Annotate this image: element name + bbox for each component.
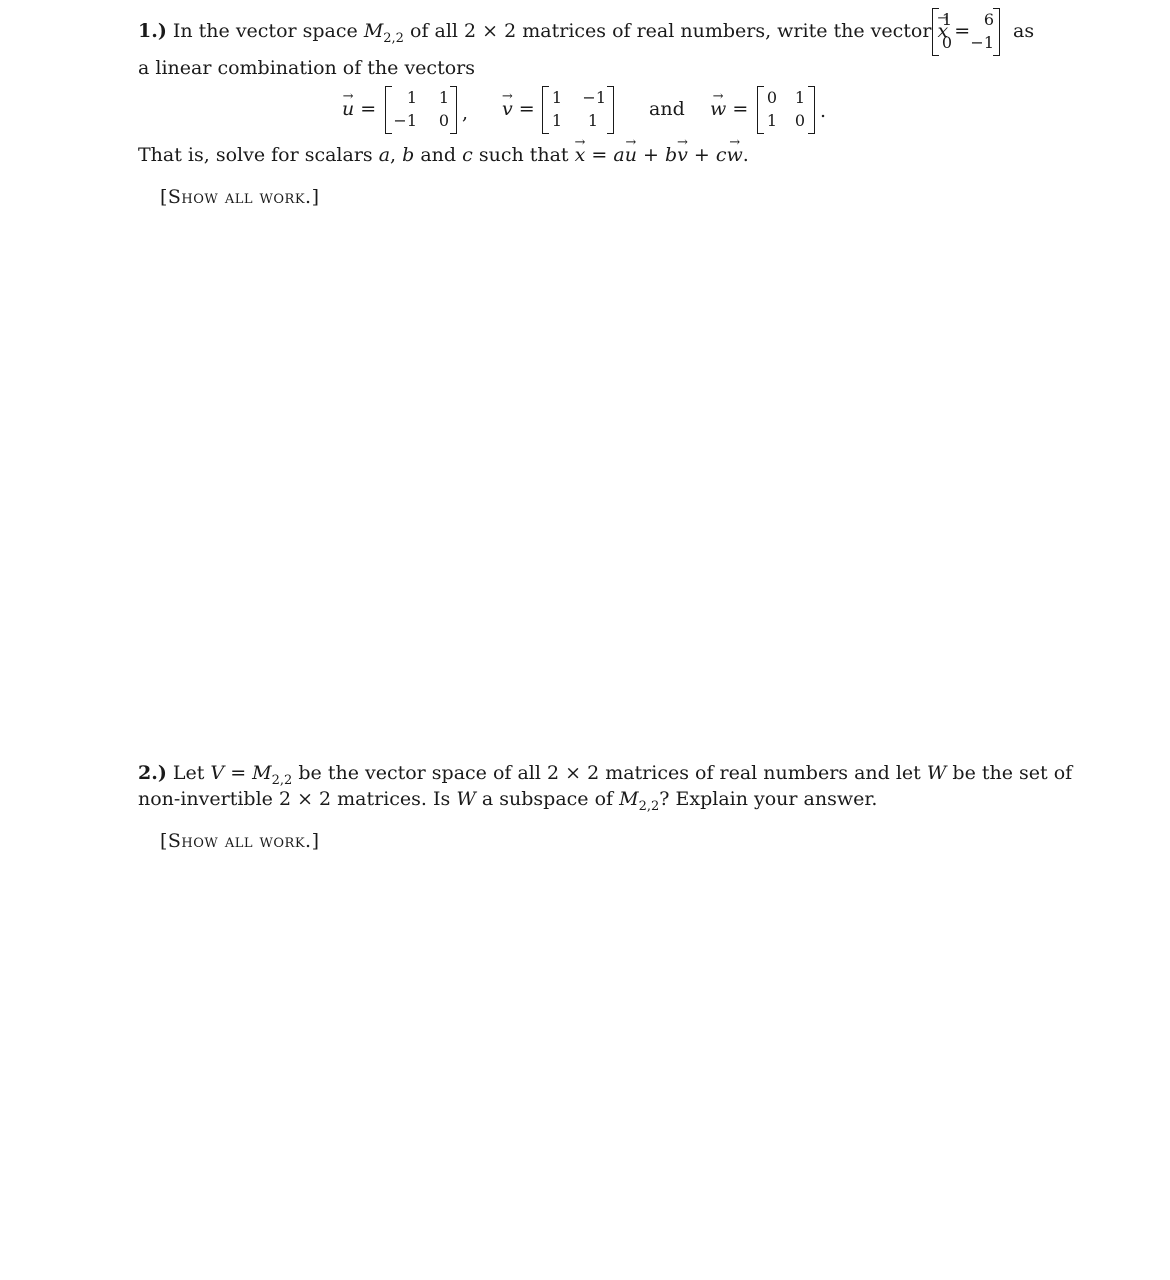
matrix-cell: −1	[970, 33, 994, 52]
plus-sign: +	[642, 144, 659, 166]
equals-sign: =	[732, 98, 749, 120]
math-symbol: M	[252, 762, 272, 784]
matrix-cell: 1	[587, 111, 598, 130]
problem-1-as: as	[1013, 20, 1035, 42]
scalar-b: b	[402, 144, 415, 166]
problem-1-statement-line-2: a linear combination of the vectors	[138, 57, 475, 79]
scalar-b: b	[664, 144, 678, 166]
comma: ,	[462, 102, 469, 124]
equals-sign: =	[360, 98, 377, 120]
scalar-c: c	[462, 144, 473, 166]
vector-v-symbol: → v	[502, 96, 513, 122]
comma: ,	[390, 144, 397, 166]
math-symbol-V: V	[210, 762, 225, 784]
problem-1-text: and	[420, 144, 457, 166]
problem-1-statement-line-1	[138, 18, 970, 52]
problem-2-text: be the set of	[952, 762, 1073, 784]
matrix-cell: 0	[941, 33, 952, 52]
problem-1-text: That is, solve for scalars	[138, 144, 373, 166]
plus-sign: +	[693, 144, 710, 166]
problem-1-text: such that	[478, 144, 569, 166]
matrix-cell: 6	[983, 10, 994, 29]
period: .	[742, 144, 749, 166]
vector-w-symbol: → w	[727, 142, 743, 168]
matrix-v	[542, 86, 614, 134]
matrix-u	[385, 86, 457, 134]
problem-2-text: Let	[172, 762, 205, 784]
scalar-a: a	[613, 144, 625, 166]
matrix-cell: 1	[794, 88, 805, 107]
matrix-x	[932, 8, 1000, 56]
scalar-a: a	[378, 144, 391, 166]
equals-sign: =	[954, 20, 971, 42]
matrix-cell: 0	[438, 111, 449, 130]
matrix-cell: 0	[794, 111, 805, 130]
equals-sign: =	[230, 762, 247, 784]
problem-2-text: ? Explain your answer.	[659, 788, 878, 810]
matrix-cell: 1	[551, 88, 562, 107]
math-symbol: M	[619, 788, 639, 810]
vector-v-symbol: → v	[677, 142, 688, 168]
vector-w-label	[710, 96, 748, 122]
period: .	[820, 100, 827, 122]
problem-2-statement-line-2	[138, 786, 877, 820]
matrix-cell: −1	[582, 88, 606, 107]
math-subscript: 2,2	[271, 773, 293, 788]
and-text: and	[649, 98, 685, 120]
problem-1-text: In the vector space	[172, 20, 358, 42]
equals-sign: =	[591, 144, 608, 166]
math-symbol-W: W	[926, 762, 947, 784]
problem-1-show-work: [Show all work.]	[160, 186, 320, 208]
vector-v-label	[502, 96, 535, 122]
matrix-w	[757, 86, 815, 134]
matrix-cell: 1	[406, 88, 417, 107]
scalar-c: c	[715, 144, 727, 166]
problem-2-number: 2.)	[138, 762, 167, 784]
problem-2-show-work: [Show all work.]	[160, 830, 320, 852]
problem-2-text: non-invertible 2 × 2 matrices. Is	[138, 788, 451, 810]
math-symbol-W: W	[456, 788, 476, 810]
math-subscript: 2,2	[383, 31, 404, 46]
math-symbol: M	[363, 20, 384, 42]
vector-x-symbol: → x	[938, 18, 949, 44]
matrix-cell: 1	[941, 10, 952, 29]
matrix-cell: 1	[438, 88, 449, 107]
matrix-cell: 0	[766, 88, 777, 107]
problem-2-text: a subspace of	[481, 788, 614, 810]
math-subscript: 2,2	[638, 799, 660, 814]
vector-u-symbol: → u	[342, 96, 354, 122]
matrix-cell: 1	[551, 111, 562, 130]
vector-u-symbol: → u	[625, 142, 637, 168]
problem-1-statement-line-3	[138, 142, 749, 168]
equals-sign: =	[518, 98, 535, 120]
problem-1-text: of all 2 × 2 matrices of real numbers, write the vector	[410, 20, 932, 42]
matrix-cell: 1	[766, 111, 777, 130]
vector-w-symbol: → w	[710, 96, 726, 122]
vector-u-label	[342, 96, 376, 122]
problem-2-text: be the vector space of all 2 × 2 matrices of real numbers and let	[298, 762, 921, 784]
vector-x-symbol: → x	[575, 142, 586, 168]
matrix-cell: −1	[393, 111, 417, 130]
problem-1-number: 1.)	[138, 20, 167, 42]
